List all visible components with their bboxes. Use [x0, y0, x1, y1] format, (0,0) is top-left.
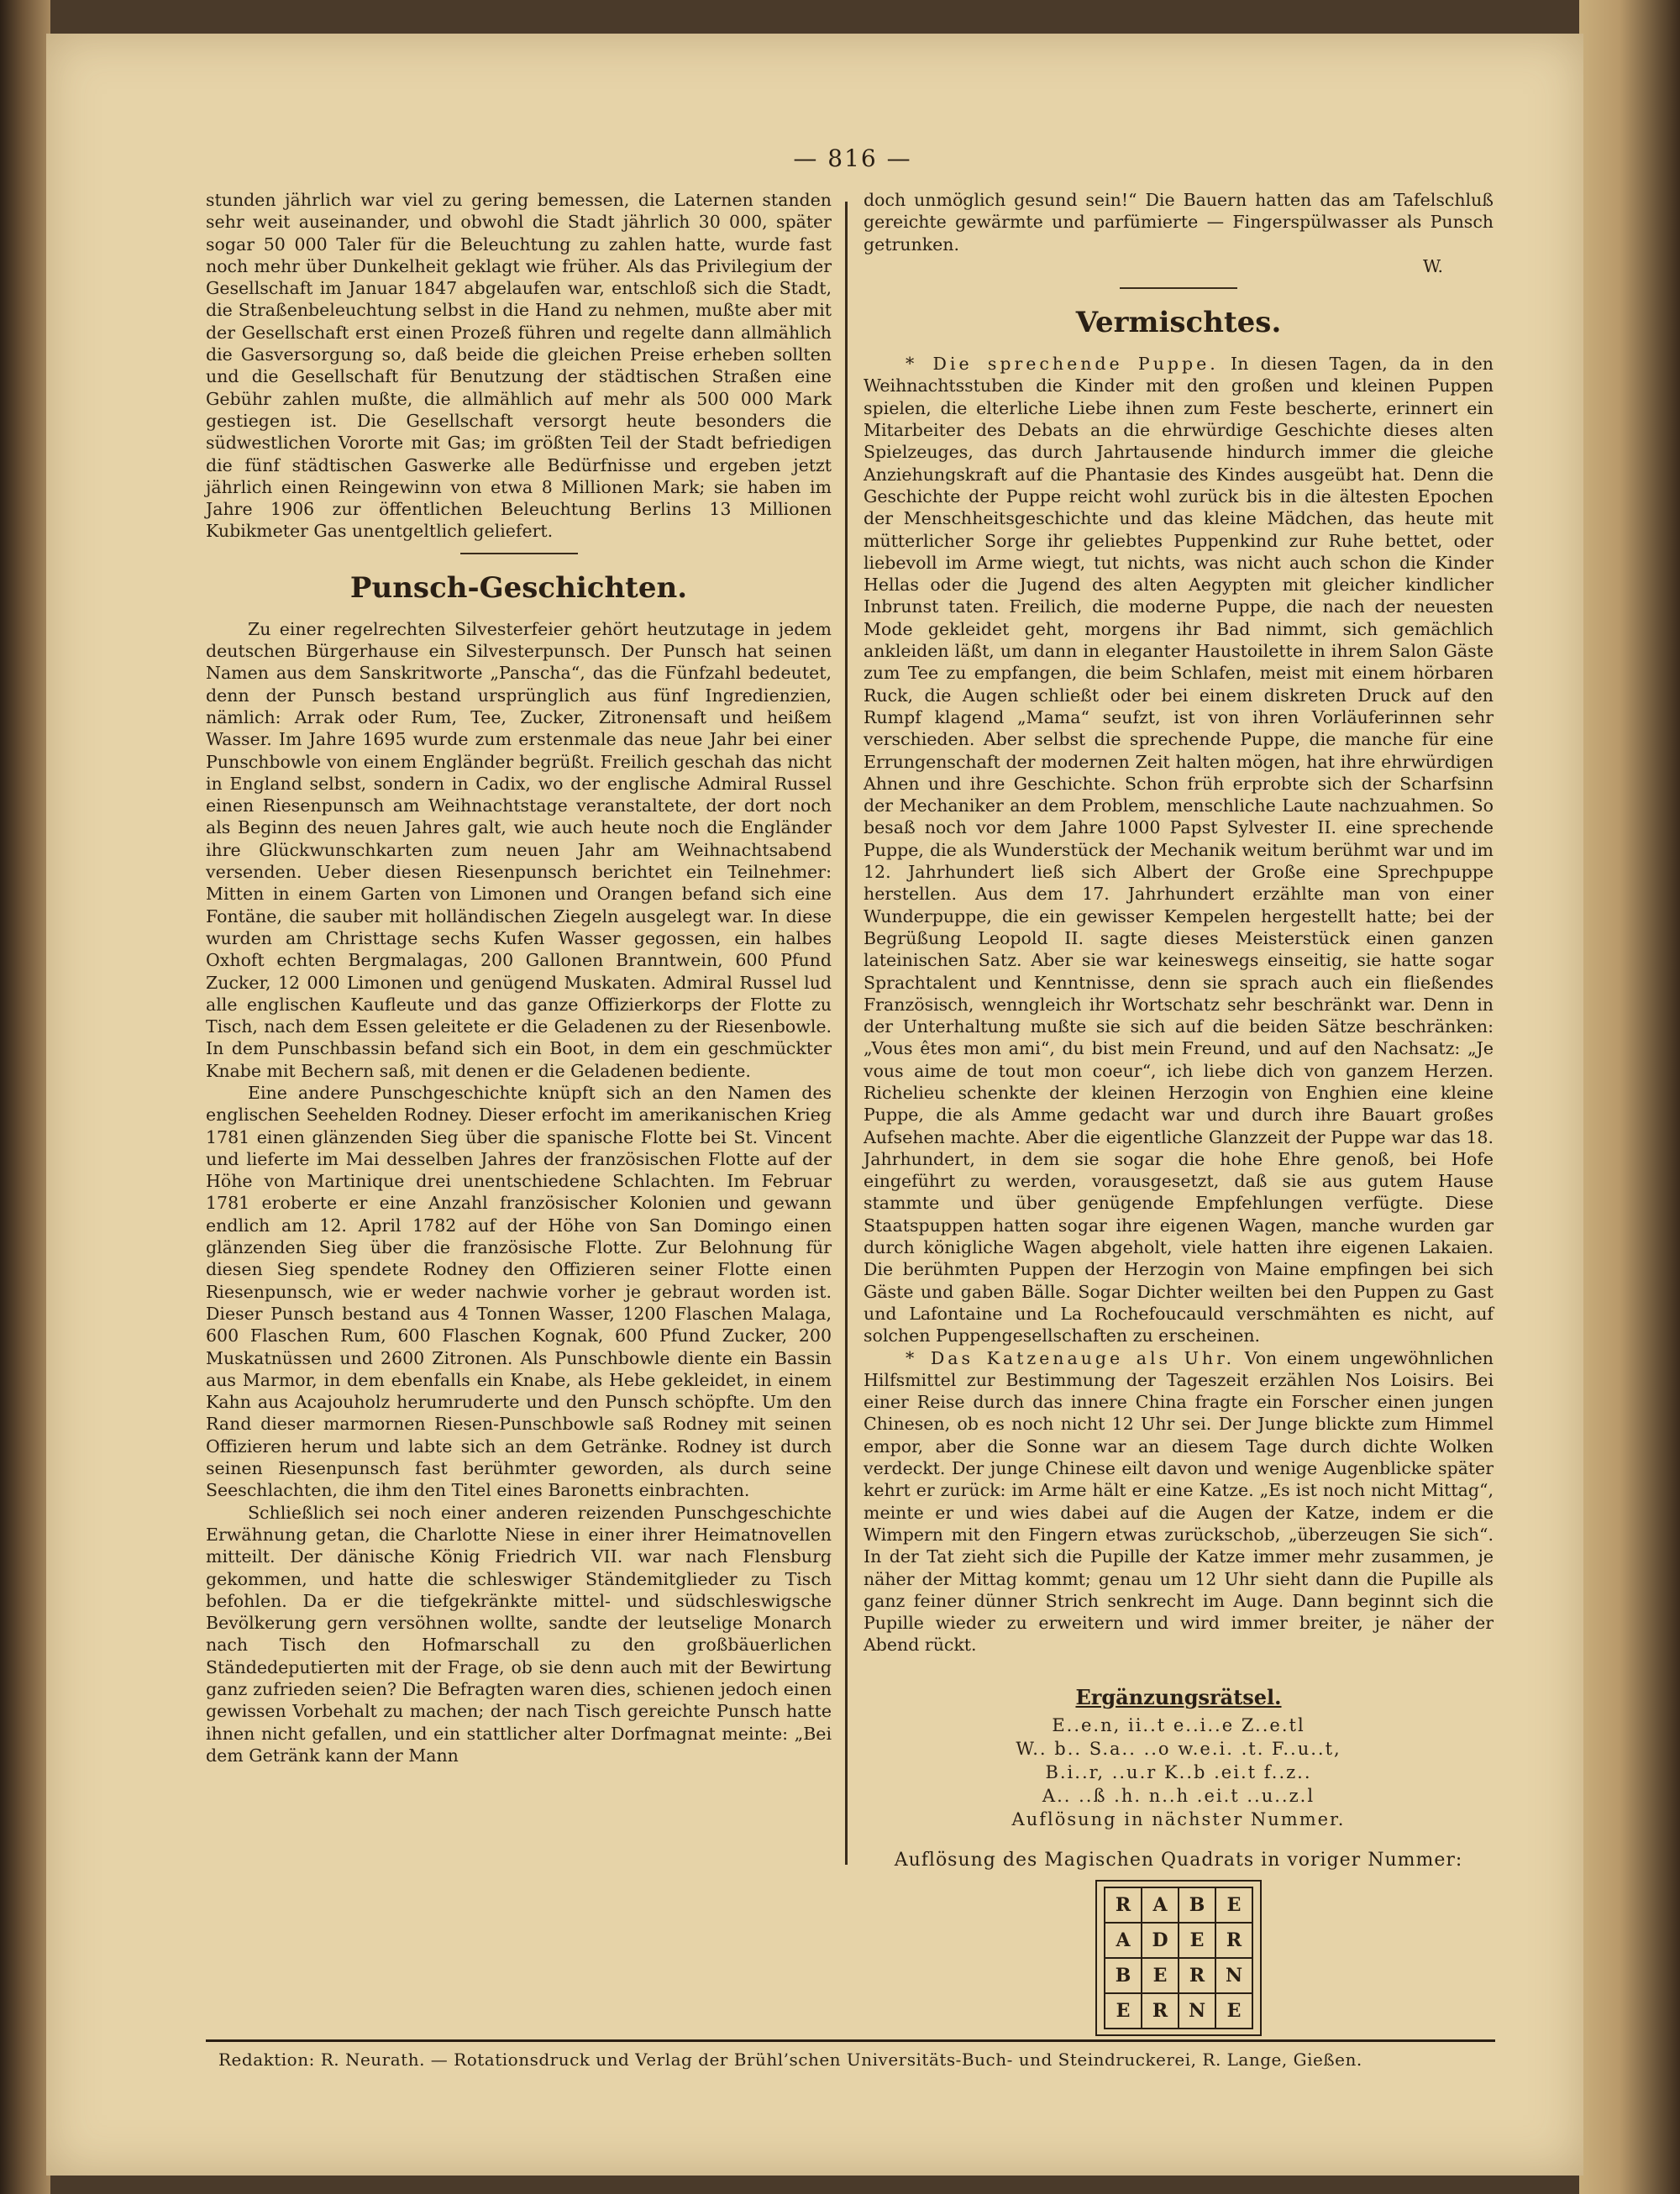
- puzzle-note: Auflösung in nächster Nummer.: [1011, 1809, 1346, 1829]
- magic-square-frame: [1095, 1880, 1262, 2036]
- punsch-paragraph-1: Zu einer regelrechten Silvesterfeier gehört heutzutage in jedem deutschen Bürgerhause ein Silvesterpunsch. Der Punsch hat seinen Namen aus dem Sanskritworte „Panscha“, das die Fünfzahl bedeutet, denn der Punsch bestand ursprünglich aus fünf Ingredienzien, nämlich: Arrak oder Rum, Tee, Zucker, Zitronensaft und heißem Wasser. Im Jahre 1695 wurde zum erstenmale das neue Jahr bei einer Punschbowle von einem Engländer begrüßt. Freilich geschah das nicht in England selbst, sondern in Cadix, wo der englische Admiral Russel einen Riesenpunsch am Weihnachtstage veranstaltete, der dort noch als Beginn des neuen Jahres galt, wie auch heute noch die Engländer ihre Glückwunschkarten zum neuen Jahr am Weihnachtsabend versenden. Ueber diesen Riesenpunsch berichtet ein Teilnehmer: Mitten in einem Garten von Limonen und Orangen befand sich eine Fontäne, die sauber mit holländischen Ziegeln ausgelegt war. In diese wurden am Christtage sechs Kufen Wasser gegossen, ein halbes Oxhoft echten Bergmalagas, 200 Gallonen Branntwein, 600 Pfund Zucker, 12 000 Limonen und genügend Muskaten. Admiral Russel lud alle englischen Kaufleute und das ganze Offizierkorps der Flotte zu Tisch, nach dem Essen geleitete er die Geladenen zu der Riesenbowle. In dem Punschbassin befand sich ein Boot, in dem ein geschmückter Knabe mit Bechern saß, mit denen er die Geladenen bediente.: [206, 618, 832, 1081]
- puppe-paragraph: [864, 353, 1494, 1346]
- grid-cell: E: [1215, 1993, 1252, 2029]
- grid-cell: B: [1105, 1958, 1142, 1993]
- footer-rule: [206, 2039, 1495, 2042]
- author-signature: W.: [1422, 255, 1443, 276]
- grid-cell: R: [1142, 1993, 1179, 2029]
- grid-cell: N: [1179, 1993, 1215, 2029]
- punsch-paragraph-3: Schließlich sei noch einer anderen reizenden Punschgeschichte Erwähnung getan, die Charlotte Niese in einer ihrer Heimatnovellen mitteilt. Der dänische König Friedrich VII. war nach Flensburg gekommen, und hatte die schleswiger Ständemitglieder zu Tisch befohlen. Da er die tiefgekränkte mittel- und südschleswigsche Bevölkerung gern versöhnen wollte, sandte der leutselige Monarch nach Tisch den Hofmarschall zu den großbäuerlichen Ständedeputierten mit der Frage, ob sie denn auch mit der Bewirtung ganz zufrieden seien? Die Befragten waren dies, schienen jedoch einen gewissen Vorbehalt zu machen; der nach Tisch gereichte Punsch hatte ihnen nicht gefallen, und ein stattlicher alter Dorfmagnat meinte: „Bei dem Getränk kann der Mann: [206, 1502, 832, 1766]
- puzzle-title: Ergänzungsrätsel.: [1075, 1684, 1282, 1709]
- imprint-footer: Redaktion: R. Neurath. — Rotationsdruck und Verlag der Brühl’schen Universitäts-Buch- und Steindruckerei, R. Lange, Gießen.: [218, 2050, 1362, 2070]
- section-divider: [1120, 287, 1237, 289]
- left-column: [206, 189, 832, 1766]
- column-divider: [845, 202, 848, 1865]
- grid-cell: A: [1142, 1887, 1179, 1923]
- puppe-heading: * Die sprechende Puppe.: [906, 354, 1219, 375]
- grid-cell: D: [1142, 1923, 1179, 1958]
- puppe-text: In diesen Tagen, da in den Weihnachtsstuben die Kinder mit den großen und kleinen Puppen spielen, die elterliche Liebe ihnen zum Feste bescherte, erinnert ein Mitarbeiter des Debats an die ehrwürdige Geschichte dieses alten Spielzeuges, das durch Jahrtausende hindurch immer die gleiche Anziehungskraft auf die Phantasie des Kindes ausgeübt hat. Denn die Geschichte der Puppe reicht wohl zurück bis in die ältesten Epochen der Menschheitsgeschichte und das kleine Mädchen, das heute mit mütterlicher Sorge ihr geliebtes Puppenkind zur Ruhe bettet, oder liebevoll im Arme wiegt, tut nichts, was nicht auch schon die Kinder Hellas oder die Jugend des alten Aegypten mit gleicher kindlicher Inbrunst taten. Freilich, die moderne Puppe, die nach der neuesten Mode gekleidet geht, morgens ihr Bad nimmt, sich gemächlich ankleiden läßt, um dann in eleganter Haustoilette in ihrem Salon Gäste zum Tee zu empfangen, die beim Schlafen, meist mit einem hörbaren Ruck, die Augen schließt oder bei einem diskreten Druck auf den Rumpf klagend „Mama“ seufzt, ist von ihren Vorläuferinnen sehr verschieden. Aber selbst die sprechende Puppe, die manche für eine Errungenschaft der modernen Zeit halten mögen, hat ihre ehrwürdigen Ahnen und ihre Geschichte. Schon früh erprobte sich der Scharfsinn der Mechaniker an dem Problem, menschliche Laute nachzuahmen. So besaß noch vor dem Jahre 1000 Papst Sylvester II. eine sprechende Puppe, die als Wunderstück der Mechanik weitum berühmt war und im 12. Jahrhundert ließ sich Albert der Große eine Sprechpuppe herstellen. Aus dem 17. Jahrhundert erzählte man von einer Wunderpuppe, die ein gewisser Kempelen hergestellt hatte; bei der Begrüßung Leopold II. sagte dieses Meisterstück einen ganzen lateinischen Satz. Aber sie war keineswegs einseitig, sie hatte sogar Sprachtalent und Kenntnisse, denn sie sprach auch ein fließendes Französisch, wenngleich ihr Wortschatz sehr beschränkt war. Denn in der Unterhaltung mußte sie sich auf die beiden Sätze beschränken: „Vous êtes mon ami“, du bist mein Freund, und auf den Nachsatz: „Je vous aime de tout mon coeur“, ich liebe dich von ganzem Herzen. Richelieu schenkte der kleinen Herzogin von Enghien eine kleine Puppe, die als Amme gedacht war und durch ihre Bauart großes Aufsehen machte. Aber die eigentliche Glanzzeit der Puppe war das 18. Jahrhundert, in dem sie sogar die hohe Ehre genoß, bei Hofe eingeführt zu werden, vorausgesetzt, daß sie aus gutem Hause stammte und über genügende Empfehlungen verfügte. Diese Staatspuppen hatten sogar ihre eigenen Wagen, manche wurden gar durch königliche Wagen abgeholt, viele hatten ihre eigenen Lakaien. Die berühmten Puppen der Herzogin von Maine empfingen bei sich Gäste und gaben Bälle. Sogar Dichter weilten bei den Puppen zu Gast und Lafontaine und La Rochefoucauld verschmähten es nicht, auf solchen Puppengesellschaften zu erscheinen.: [864, 354, 1494, 1346]
- grid-cell: R: [1215, 1923, 1252, 1958]
- grid-cell: R: [1179, 1958, 1215, 1993]
- grid-row: [1105, 1958, 1252, 1993]
- section-title-vermischtes: Vermischtes.: [1075, 306, 1282, 340]
- grid-row: [1105, 1923, 1252, 1958]
- page-number: — 816 —: [793, 144, 912, 172]
- grid-row: [1105, 1887, 1252, 1923]
- gas-article-end: stunden jährlich war viel zu gering bemessen, die Laternen standen sehr weit auseinander, und obwohl die Stadt jährlich 30 000, später sogar 50 000 Taler für die Beleuchtung zu zahlen hatte, wurde fast noch mehr über Dunkelheit geklagt wie früher. Als das Privilegium der Gesellschaft im Januar 1847 abgelaufen war, entschloß sich die Stadt, die Straßenbeleuchtung selbst in die Hand zu nehmen, mußte aber mit der Gesellschaft erst einen Prozeß führen und regelte dann allmählich die Gasversorgung so, daß beide die gleichen Preise erheben sollten und die Gesellschaft für Benutzung der städtischen Straßen eine Gebühr zahlen mußte, die allmählich auf mehr als 500 000 Mark gestiegen ist. Die Gesellschaft versorgt heute besonders die südwestlichen Vororte mit Gas; im größten Teil der Stadt befriedigen die fünf städtischen Gaswerke alle Bedürfnisse und ergeben jetzt jährlich einen Reingewinn von etwa 8 Millionen Mark; sie haben im Jahre 1906 zur öffentlichen Beleuchtung Berlins 13 Millionen Kubikmeter Gas unentgeltlich geliefert.: [206, 190, 832, 542]
- grid-cell: A: [1105, 1923, 1142, 1958]
- grid-cell: E: [1215, 1887, 1252, 1923]
- grid-cell: B: [1179, 1887, 1215, 1923]
- grid-cell: E: [1105, 1993, 1142, 2029]
- grid-row: [1105, 1993, 1252, 2029]
- next-page-edge: [1579, 0, 1680, 2194]
- puzzle-line: B.i..r, ..u.r K..b .ei.t f..z..: [1045, 1762, 1312, 1782]
- grid-cell: R: [1105, 1887, 1142, 1923]
- puzzle-line: E..e.n, ii..t e..i..e Z..e.tl: [1052, 1715, 1305, 1735]
- grid-cell: E: [1179, 1923, 1215, 1958]
- katzenauge-heading: * Das Katzenauge als Uhr.: [906, 1347, 1236, 1368]
- right-column: [864, 189, 1494, 2036]
- book-spine-shadow: [0, 0, 50, 2194]
- punsch-paragraph-2: Eine andere Punschgeschichte knüpft sich an den Namen des englischen Seehelden Rodney. Dieser erfocht im amerikanischen Krieg 1781 einen glänzenden Sieg über die spanische Flotte bei St. Vincent und lieferte im Mai desselben Jahres der französischen Flotte auf der Höhe von Martinique drei unentschiedene Schlachten. Im Februar 1781 eroberte er eine Anzahl französischer Kolonien und gewann endlich am 12. April 1782 auf der Höhe von San Domingo einen glänzenden Sieg über die französische Flotte. Zur Belohnung für diesen Sieg spendete Rodney den Offizieren seiner Flotte einen Riesenpunsch, wie er weder nachwie vorher je gebraut worden ist. Dieser Punsch bestand aus 4 Tonnen Wasser, 1200 Flaschen Malaga, 600 Flaschen Rum, 600 Flaschen Kognak, 600 Pfund Zucker, 200 Muskatnüssen und 2600 Zitronen. Als Punschbowle diente ein Bassin aus Marmor, in dem ebenfalls ein Knabe, als Hebe gekleidet, in einem Kahn aus Acajouholz herumruderte und den Punsch schöpfte. Um den Rand dieser marmornen Riesen-Punschbowle saß Rodney mit seinen Offizieren herum und labte sich an dem Getränke. Rodney ist durch seinen Riesenpunsch fast berühmter geworden, als durch seine Seeschlachten, die ihm den Titel eines Baronetts einbrachten.: [206, 1082, 832, 1501]
- puzzle-line: W.. b.. S.a.. ..o w.e.i. .t. F..u..t,: [1016, 1739, 1341, 1759]
- section-title-punsch: Punsch-Geschichten.: [349, 570, 688, 605]
- grid-cell: N: [1215, 1958, 1252, 1993]
- grid-cell: E: [1142, 1958, 1179, 1993]
- section-divider: [460, 553, 578, 554]
- magic-square: [1104, 1887, 1253, 2029]
- katzenauge-paragraph: [864, 1347, 1494, 1656]
- katzenauge-text: Von einem ungewöhnlichen Hilfsmittel zur Bestimmung der Tageszeit erzählen Nos Loisirs. Bei einer Reise durch das innere China fragte ein Forscher einen jungen Chinesen, ob es noch nicht 12 Uhr sei. Der Junge blickte zum Himmel empor, aber die Sonne war an diesem Tage durch dichte Wolken verdeckt. Der junge Chinese eilt davon und wenige Augenblicke später kehrt er zurück: im Arme hält er eine Katze. „Es ist noch nicht Mittag“, meinte er und wies dabei auf die Augen der Katze, indem er die Wimpern mit den Fingern etwas zurückschob, „überzeugen Sie sich“. In der Tat zieht sich die Pupille der Katze immer mehr zusammen, je näher der Mittag kommt; genau um 12 Uhr sieht dann die Pupille als ganz feiner dünner Strich senkrecht im Auge. Dann beginnt sich die Pupille wieder zu erweitern und wird immer breiter, je näher der Abend rückt.: [864, 1347, 1494, 1656]
- solution-title: Auflösung des Magischen Quadrats in voriger Nummer:: [894, 1850, 1463, 1871]
- punsch-article-end: doch unmöglich gesund sein!“ Die Bauern hatten das am Tafelschluß gereichte gewärmte und parfümierte — Fingerspülwasser als Punsch getrunken.: [864, 190, 1494, 255]
- puzzle-line: A.. ..ß .h. n..h .ei.t ..u..z.l: [1042, 1786, 1315, 1806]
